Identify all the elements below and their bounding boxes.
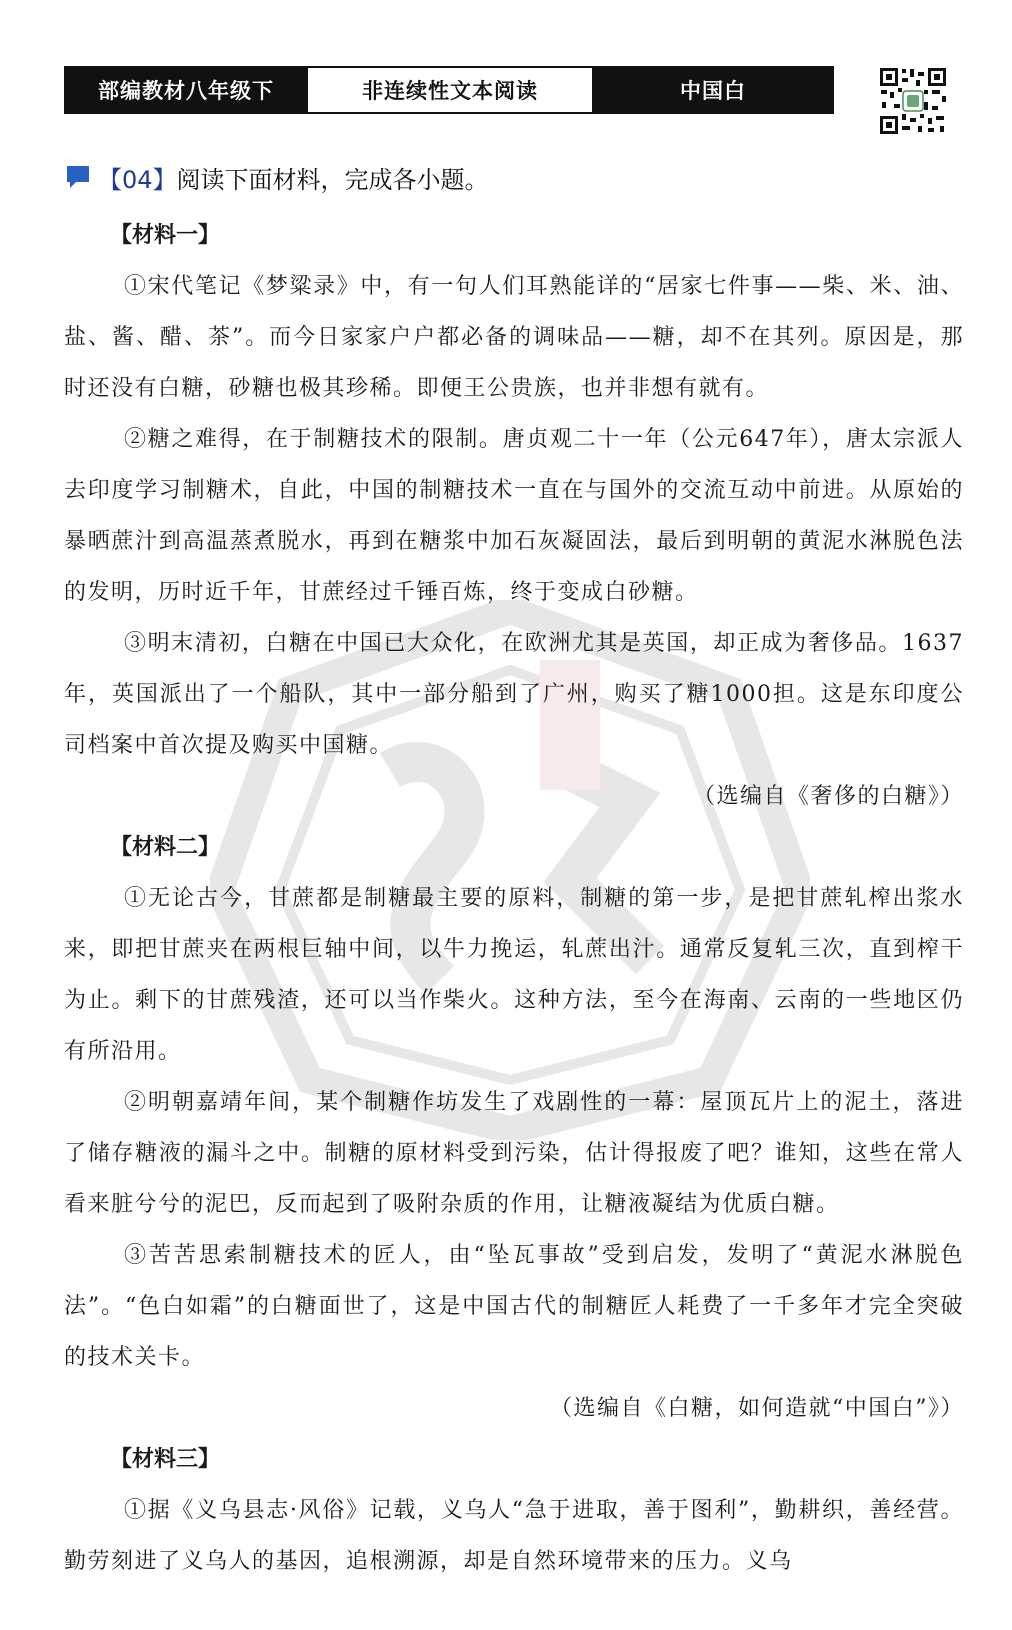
header-topic: 非连续性文本阅读: [306, 68, 594, 112]
qr-code-icon[interactable]: [878, 66, 948, 136]
question-title: [64, 160, 489, 195]
paragraph: ①无论古今，甘蔗都是制糖最主要的原料，制糖的第一步，是把甘蔗轧榨出浆水来，即把甘蔗夹在两根巨轴中间，以牛力挽运，轧蔗出汁。通常反复轧三次，直到榨干为止。剩下的甘蔗残渣，还可以当作柴火。这种方法，至今在海南、云南的一些地区仍有所沿用。: [64, 886, 964, 1064]
paragraph: ①宋代笔记《梦粱录》中，有一句人们耳熟能详的“居家七件事——柴、米、油、盐、酱、醋、茶”。而今日家家户户都必备的调味品——糖，却不在其列。原因是，那时还没有白糖，砂糖也极其珍稀。即便王公贵族，也并非想有就有。: [64, 274, 964, 401]
paragraph: ①据《义乌县志·风俗》记载，义乌人“急于进取，善于图利”，勤耕织，善经营。勤劳刻进了义乌人的基因，追根溯源，却是自然环境带来的压力。义乌: [64, 1498, 964, 1574]
paragraph: ②糖之难得，在于制糖技术的限制。唐贞观二十一年（公元647年），唐太宗派人去印度学习制糖术，自此，中国的制糖技术一直在与国外的交流互动中前进。从原始的暴晒蔗汁到高温蒸煮脱水，再到在糖浆中加石灰凝固法，最后到明朝的黄泥水淋脱色法的发明，历时近千年，甘蔗经过千锤百炼，终于变成白砂糖。: [64, 427, 964, 605]
header-grade: 部编教材八年级下: [66, 68, 306, 112]
paragraph: ③明末清初，白糖在中国已大众化，在欧洲尤其是英国，却正成为奢侈品。1637年，英国派出了一个船队，其中一部分船到了广州，购买了糖1000担。这是东印度公司档案中首次提及购买中国糖。: [64, 631, 964, 758]
reading-content: [64, 210, 964, 1587]
chat-bubble-icon: [64, 163, 94, 193]
material-heading: 【材料三】: [110, 1447, 221, 1472]
question-number: 【04】: [98, 166, 177, 194]
material-heading: 【材料一】: [110, 223, 221, 248]
source-citation: （选编自《白糖，如何造就“中国白”》）: [550, 1396, 964, 1421]
paragraph: ③苦苦思索制糖技术的匠人，由“坠瓦事故”受到启发，发明了“黄泥水淋脱色法”。“色白如霜”的白糖面世了，这是中国古代的制糖匠人耗费了一千多年才完全突破的技术关卡。: [64, 1243, 964, 1370]
material-heading: 【材料二】: [110, 835, 221, 860]
header-title: 中国白: [594, 68, 832, 112]
question-prompt: 阅读下面材料，完成各小题。: [176, 166, 489, 194]
paragraph: ②明朝嘉靖年间，某个制糖作坊发生了戏剧性的一幕：屋顶瓦片上的泥土，落进了储存糖液的漏斗之中。制糖的原材料受到污染，估计得报废了吧？谁知，这些在常人看来脏兮兮的泥巴，反而起到了吸附杂质的作用，让糖液凝结为优质白糖。: [64, 1090, 964, 1217]
source-citation: （选编自《奢侈的白糖》）: [692, 784, 964, 809]
header-bar: [64, 66, 834, 114]
